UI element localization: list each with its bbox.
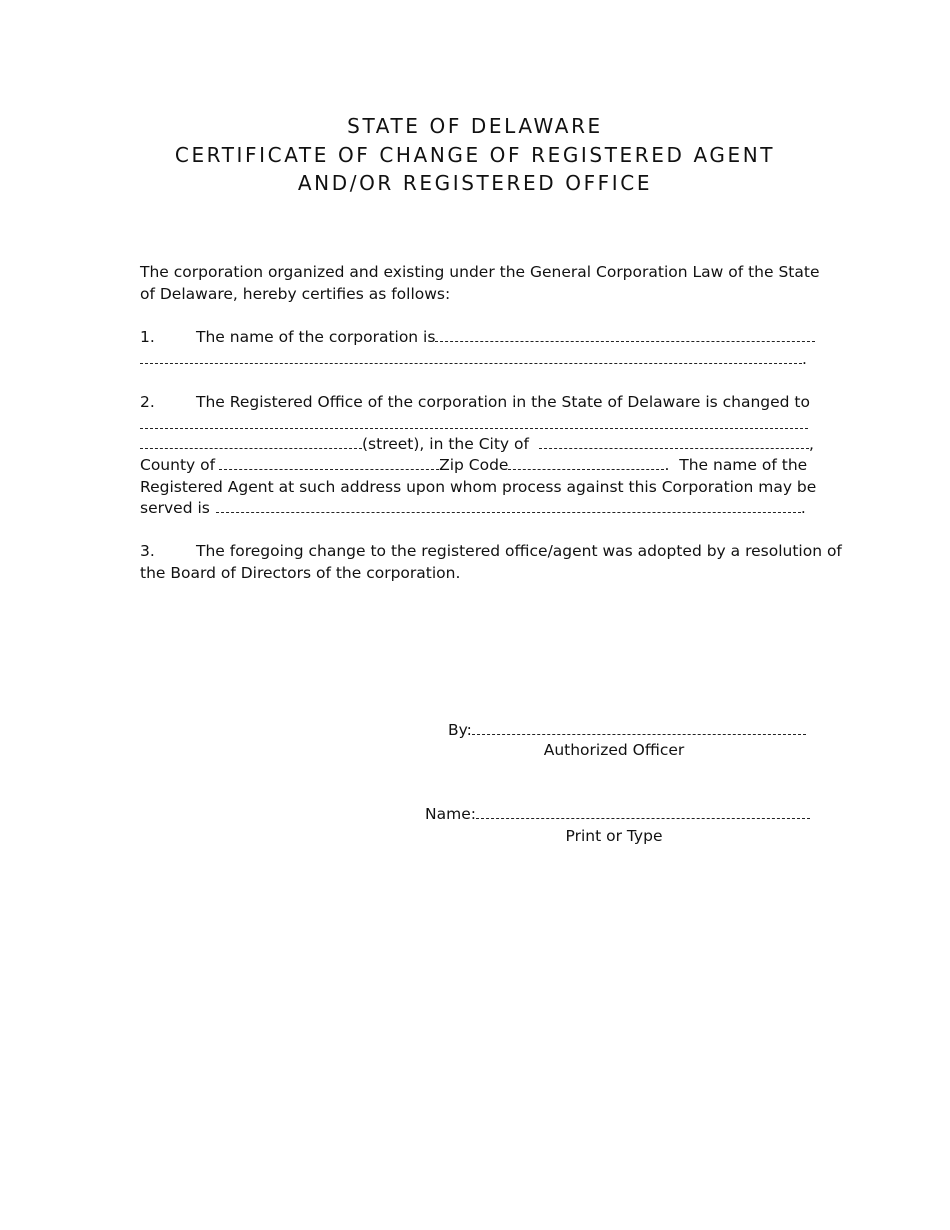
registered-agent-field[interactable] <box>216 498 801 513</box>
document-title-office: AND/OR REGISTERED OFFICE <box>297 171 653 195</box>
authorized-officer-caption: Authorized Officer <box>543 741 685 759</box>
city-comma: , <box>808 435 814 453</box>
item3-text: The foregoing change to the registered office/agent was adopted by a resolution of <box>196 542 842 560</box>
item3-line-2: the Board of Directors of the corporation. <box>140 564 461 582</box>
county-label: County of <box>140 456 216 474</box>
city-field[interactable] <box>539 434 809 449</box>
corporation-name-field[interactable] <box>435 327 815 342</box>
item2-line-5: Registered Agent at such address upon whom process against this Corporation may be <box>140 478 817 496</box>
document-title-state: STATE OF DELAWARE <box>347 114 603 138</box>
item2-line-2 <box>140 413 808 435</box>
item3-number: 3. <box>140 542 155 560</box>
by-signature-line <box>448 719 806 741</box>
agent-text-a: . The name of the <box>664 456 808 474</box>
corporation-name-field-continued[interactable] <box>140 349 802 364</box>
item2-line-6 <box>140 497 806 519</box>
item2-line-4 <box>140 454 807 476</box>
item1-text: The name of the corporation is <box>196 328 436 346</box>
county-field[interactable] <box>219 455 439 470</box>
item1-end-punct: . <box>802 350 807 368</box>
item2-text: The Registered Office of the corporation in the State of Delaware is changed to <box>196 393 810 411</box>
authorized-officer-signature-field[interactable] <box>472 720 806 735</box>
print-or-type-caption: Print or Type <box>565 827 663 845</box>
street-label: (street), in the City of <box>362 435 529 453</box>
item1-line-2 <box>140 348 807 370</box>
name-signature-line <box>425 803 810 825</box>
document-title-certificate: CERTIFICATE OF CHANGE OF REGISTERED AGENT <box>174 143 776 167</box>
item1-line <box>140 326 815 348</box>
served-label: served is <box>140 499 210 517</box>
street-field[interactable] <box>140 434 362 449</box>
item1-number: 1. <box>140 328 155 346</box>
intro-line-1: The corporation organized and existing under the General Corporation Law of the State <box>140 263 820 281</box>
item2-line <box>140 391 810 413</box>
by-label: By: <box>448 721 472 739</box>
item2-number: 2. <box>140 393 155 411</box>
item2-line-3 <box>140 433 814 455</box>
zip-label: Zip Code <box>439 456 509 474</box>
officer-name-field[interactable] <box>476 804 810 819</box>
item2-end-punct: . <box>800 499 806 517</box>
registered-office-field[interactable] <box>140 414 808 429</box>
intro-line-2: of Delaware, hereby certifies as follows: <box>140 285 451 303</box>
name-label: Name: <box>425 805 476 823</box>
zip-code-field[interactable] <box>508 455 664 470</box>
item3-line <box>140 540 842 562</box>
